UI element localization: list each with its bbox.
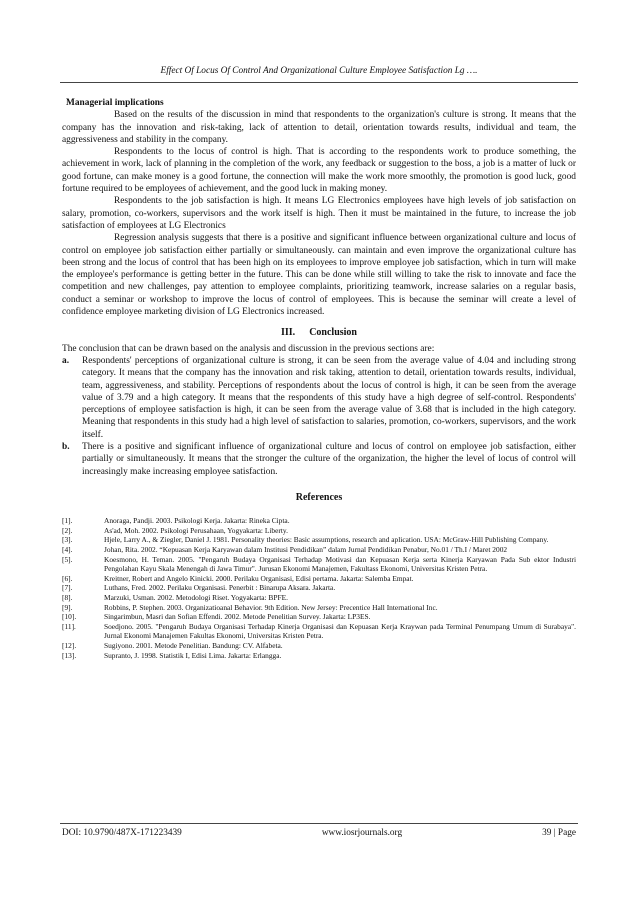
conclusion-item-label: b. bbox=[62, 442, 70, 453]
reference-text: Kreitner, Robert and Angelo Kinicki. 2000. Perilaku Organisasi, Edisi pertama. Jakarta: Salemba Empat. bbox=[104, 573, 414, 583]
managerial-heading: Managerial implications bbox=[66, 98, 164, 108]
header-rule bbox=[60, 82, 578, 83]
reference-text: Hjele, Larry A., & Ziegler, Daniel J. 1981. Personality theories: Basic assumptions, research and aplication. USA: McGraw-Hill Publishing Company. bbox=[104, 535, 549, 545]
reference-text: Singarimbun, Masri dan Sofian Effendi. 2002. Metode Penelitian Survey. Jakarta: LP3ES. bbox=[104, 612, 371, 622]
managerial-paragraph: Respondents to the locus of control is high. That is according to the respondents work to produce something, the achievement in work, lack of planning in the completion of the work, any feedback or suggestion to the boss, a job is a matter of luck or good fortune, can make money is a good fortune, the connection will make the work more smoothly, the promotion is good luck, good fortune required to be employees of achievement, and the good luck in making money. bbox=[62, 147, 576, 195]
reference-text: Marzuki, Usman. 2002. Metodologi Riset. Yogyakarta: BPFE. bbox=[104, 592, 288, 602]
footer-page-number: 39 | Page bbox=[542, 828, 576, 838]
page-body bbox=[62, 97, 576, 660]
reference-number: [1]. bbox=[62, 516, 73, 526]
conclusion-item-text: Respondents' perceptions of organizational culture is strong, it can be seen from the average value of 4.04 and including strong category. It means that the company has the innovation and risk taking, attention to detail, orientation towards results, individual, team, aggressiveness, and stability. Perceptions of respondents about the locus of control is high, it can be seen from the average value of 3.79 and a high category. It means that the respondents of this study have a high degree of self-control. Respondents' perceptions of employee satisfaction is high, it can be seen from the average value of 3.68 that is included in the high category. Meaning that respondents in this study had a high level of satisfaction to salaries, promotion, co-workers, supervisors, and the work itself. bbox=[82, 355, 576, 440]
footer-doi: DOI: 10.9790/487X-171223439 bbox=[62, 828, 182, 838]
reference-item bbox=[62, 622, 576, 641]
running-header: Effect Of Locus Of Control And Organizational Culture Employee Satisfaction Lg …. bbox=[160, 66, 478, 76]
reference-number: [11]. bbox=[62, 621, 76, 631]
reference-text: Soedjono. 2005. "Pengaruh Budaya Organisasi Terhadap Kinerja Organisasi dan Kepuasan Kerja Kraywan pada Terminal Penumpang Umum di Surabaya". Jurnal Ekonomi Manajemen Fakultas Ekonomi, Universitas Kristen Petra. bbox=[104, 621, 576, 641]
references-list bbox=[62, 516, 576, 660]
reference-number: [5]. bbox=[62, 554, 73, 564]
reference-number: [6]. bbox=[62, 573, 73, 583]
reference-number: [7]. bbox=[62, 583, 73, 593]
reference-item bbox=[62, 526, 576, 536]
reference-item bbox=[62, 555, 576, 574]
conclusion-item bbox=[62, 355, 576, 441]
reference-item bbox=[62, 583, 576, 593]
reference-text: Koesmono, H. Teman. 2005. "Pengaruh Budaya Organisasi Terhadap Motivasi dan Kepuasan Kerja serta Kinerja Karyawan Pada Sub ektor Industri Pengolahan Kayu Skala Menengah di Jawa Timur". Jurusan Ekonomi Manajemen, Fakultass Ekonomi, Universitas Kristen Petra. bbox=[104, 554, 576, 574]
conclusion-heading bbox=[62, 327, 576, 339]
conclusion-intro: The conclusion that can be drawn based on the analysis and discussion in the previous sections are: bbox=[62, 343, 435, 354]
reference-item bbox=[62, 612, 576, 622]
footer-rule bbox=[60, 823, 578, 824]
managerial-paragraph: Based on the results of the discussion in mind that respondents to the organization's culture is strong. It means that the company has the innovation and risk-taking, lack of attention to detail, orientation towards results, individual and team, the aggressiveness and stability in the company. bbox=[62, 110, 576, 145]
reference-number: [13]. bbox=[62, 650, 77, 660]
reference-text: Supranto, J. 1998. Statistik I, Edisi Lima. Jakarta: Erlangga. bbox=[104, 650, 282, 660]
reference-item bbox=[62, 641, 576, 651]
reference-text: As'ad, Moh. 2002. Psikologi Perusahaan, Yogyakarta: Liberty. bbox=[104, 525, 288, 535]
reference-item bbox=[62, 651, 576, 661]
managerial-paragraph: Respondents to the job satisfaction is high. It means LG Electronics employees have high levels of job satisfaction on salary, promotion, co-workers, supervisors and the work itself is high. Then it must be maintained in the future, to increase the job satisfaction of employees at LG Electronics bbox=[62, 196, 576, 231]
section-title: Conclusion bbox=[309, 327, 357, 339]
conclusion-item-text: There is a positive and significant influence of organizational culture and locus of control on employee job satisfaction, either partially or simultaneously. It means that the stronger the culture of the organization, the higher the level of locus of control will increasingly make increasing employee satisfaction. bbox=[82, 442, 576, 477]
reference-number: [3]. bbox=[62, 535, 73, 545]
reference-number: [8]. bbox=[62, 592, 73, 602]
reference-item bbox=[62, 516, 576, 526]
reference-text: Johan, Rita. 2002. “Kepuasan Kerja Karyawan dalam Institusi Pendidikan” dalam Jurnal Pendidikan Penabur, No.01 / Th.I / Maret 2002 bbox=[104, 544, 508, 554]
conclusion-item-label: a. bbox=[62, 355, 70, 366]
page-footer bbox=[62, 828, 576, 838]
references-heading: References bbox=[295, 491, 343, 503]
reference-item bbox=[62, 593, 576, 603]
reference-text: Luthans, Fred. 2002. Perilaku Organisasi. Penerbit : Binarupa Aksara. Jakarta. bbox=[104, 583, 336, 593]
reference-text: Sugiyono. 2001. Metode Penelitian. Bandung: CV. Alfabeta. bbox=[104, 640, 283, 650]
reference-item bbox=[62, 574, 576, 584]
reference-number: [2]. bbox=[62, 525, 73, 535]
reference-number: [9]. bbox=[62, 602, 73, 612]
reference-text: Anoraga, Pandji. 2003. Psikologi Kerja. Jakarta: Rineka Cipta. bbox=[104, 516, 290, 526]
reference-number: [4]. bbox=[62, 544, 73, 554]
conclusion-item bbox=[62, 441, 576, 478]
reference-item bbox=[62, 603, 576, 613]
managerial-paragraph: Regression analysis suggests that there is a positive and significant influence between organizational culture and locus of control on employee job satisfaction either partially or simultaneously. can maintain and even improve the organizational culture has been strong and the locus of control that has been high on its employees to improve employee job satisfaction, which in turn will make the employee's performance is getting better in the future. This can be done while still willing to take the risk to innovate and face the competition and new challenges, pay attention to employee complaints, prioritizing teamwork, increase salaries on a regular basis, conduct a seminar or workshop to improve the locus of control of employees. This is because the seminar will create a level of confidence employee marketing division of LG Electronics increased. bbox=[62, 233, 576, 318]
reference-number: [12]. bbox=[62, 640, 77, 650]
reference-number: [10]. bbox=[62, 612, 77, 622]
footer-site-link[interactable]: www.iosrjournals.org bbox=[321, 828, 403, 838]
section-number: III. bbox=[281, 327, 296, 339]
reference-item bbox=[62, 535, 576, 545]
reference-item bbox=[62, 545, 576, 555]
reference-text: Robbins, P. Stephen. 2003. Organizatioanal Behavior. 9th Edition. New Jersey: Precentice Hall International Inc. bbox=[104, 602, 438, 612]
